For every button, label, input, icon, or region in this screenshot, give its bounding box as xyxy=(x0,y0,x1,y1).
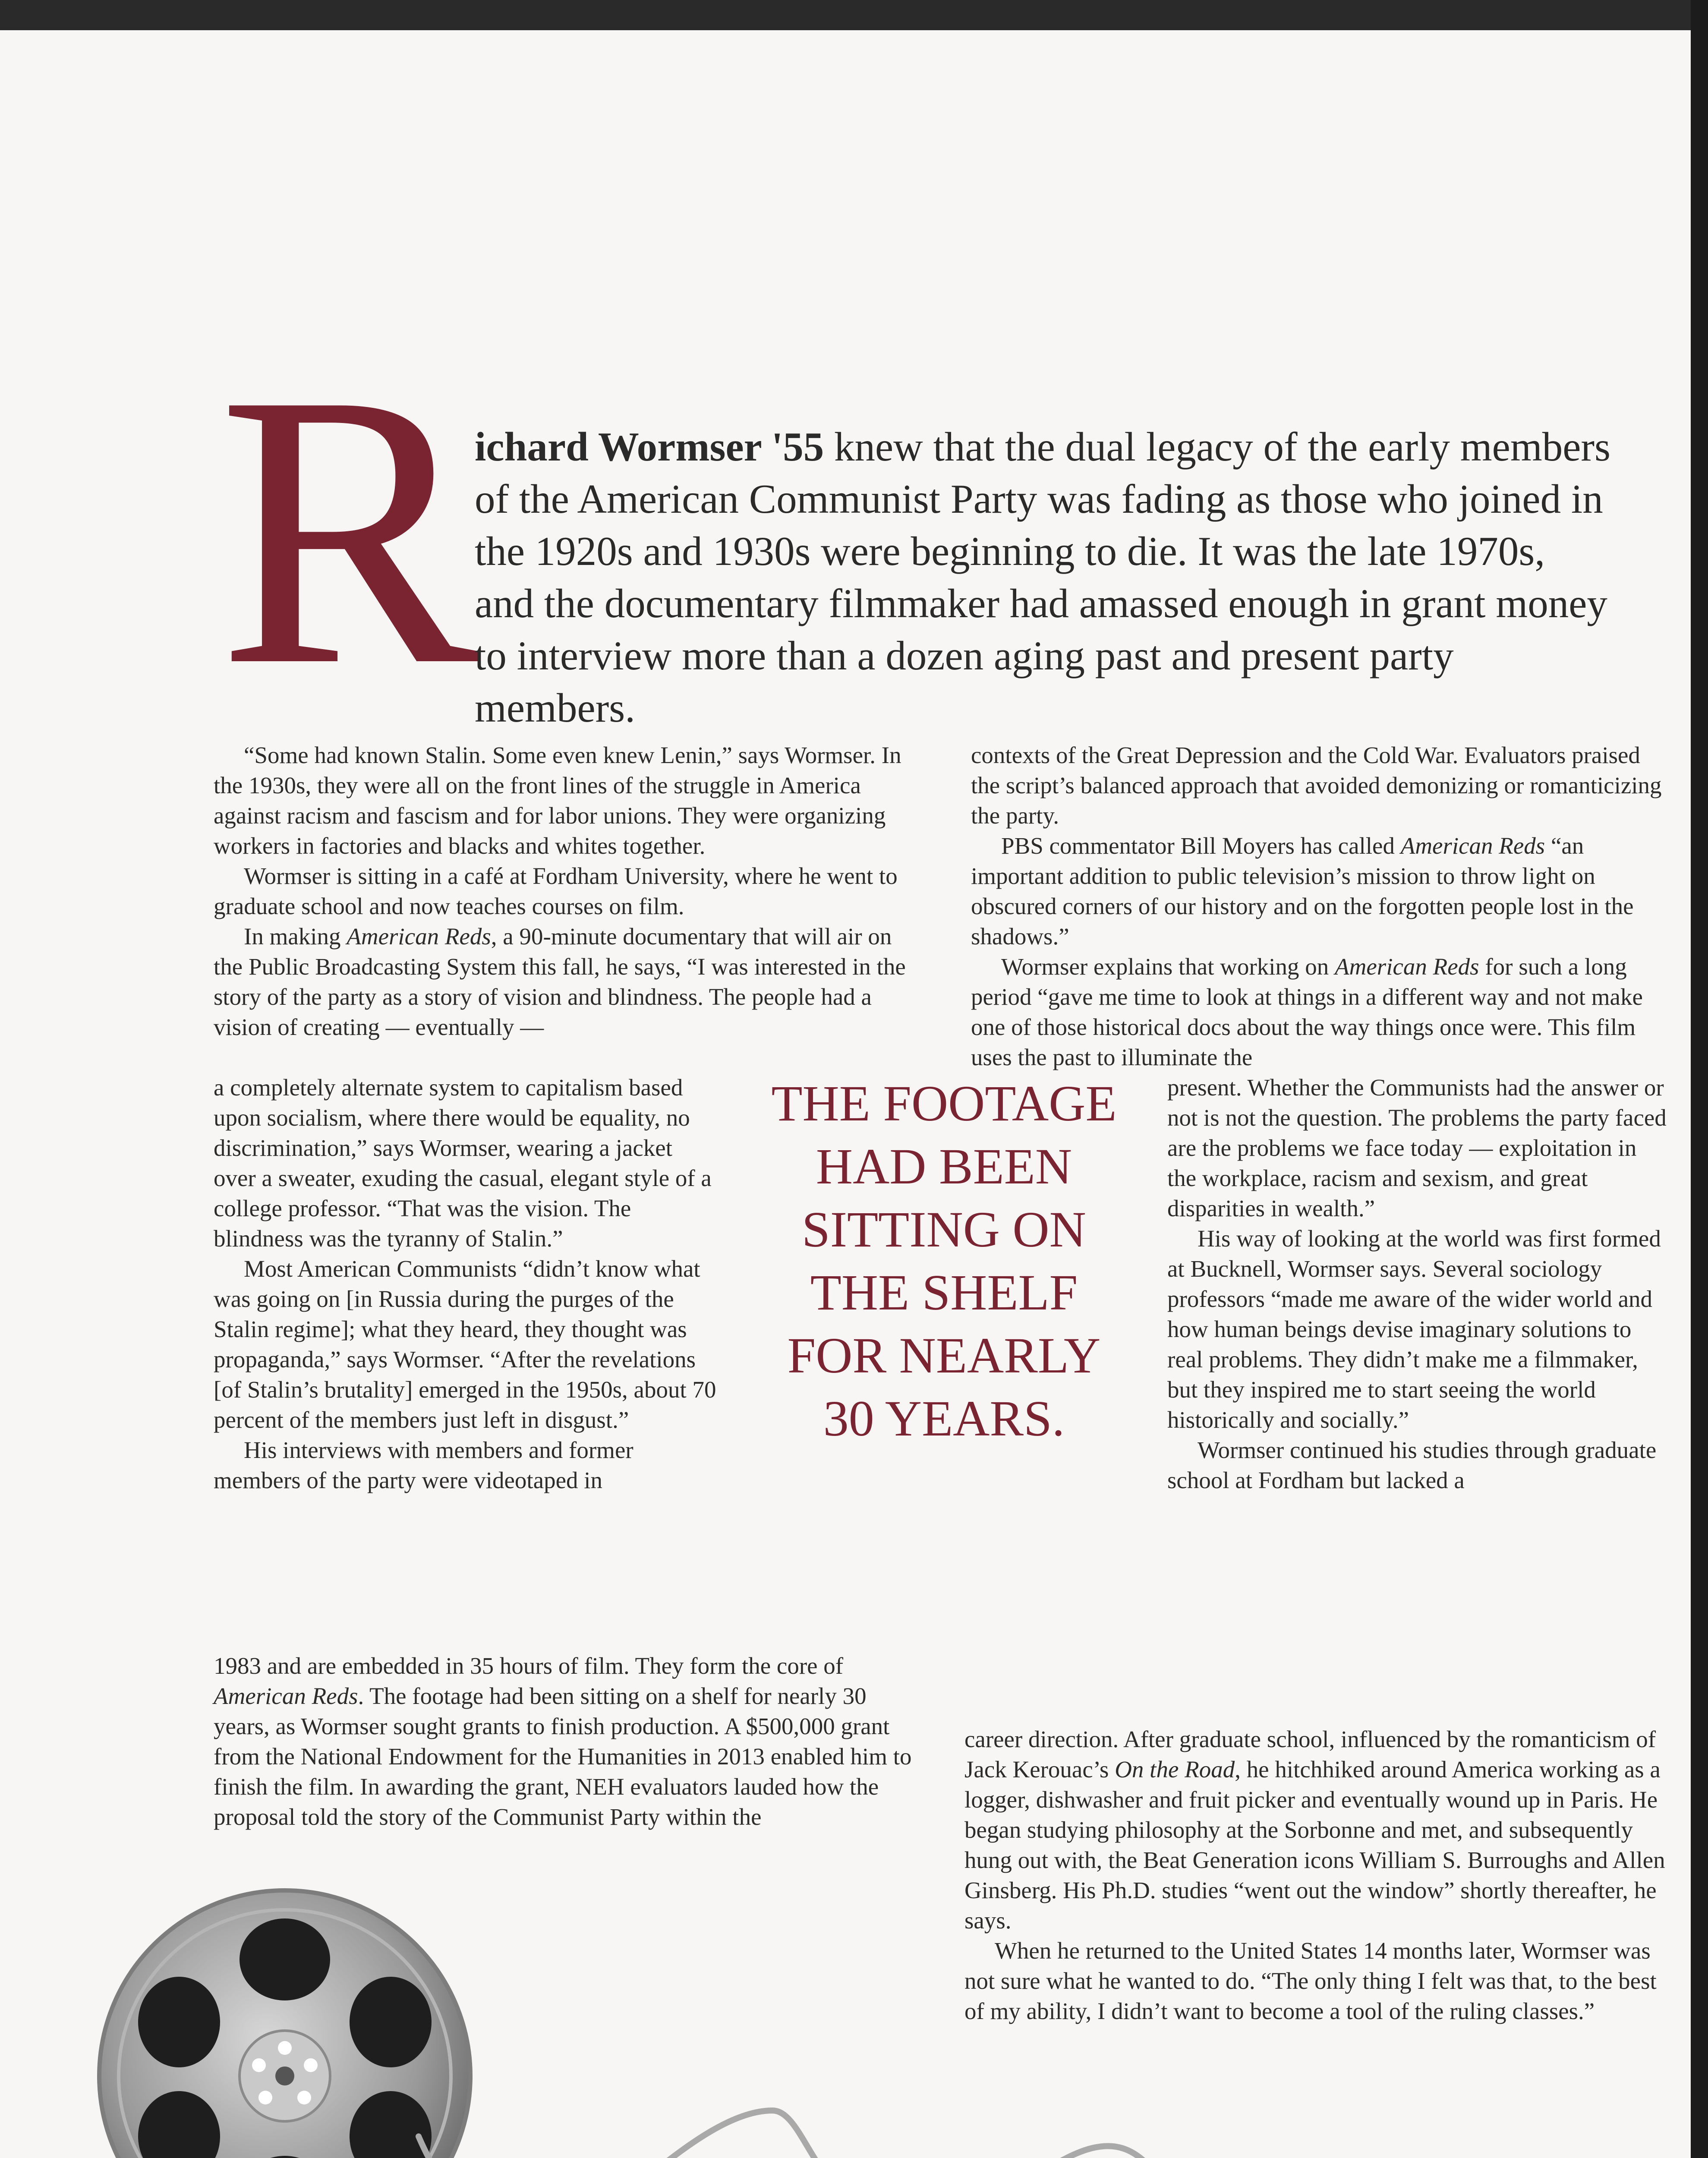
reel-spindle xyxy=(275,2067,294,2085)
film-title: American Reds xyxy=(1400,833,1545,859)
pull-quote-line: HAD BEEN xyxy=(816,1138,1072,1195)
body-paragraph: Wormser is sitting in a café at Fordham University, where he went to graduate school and now teaches courses on film. xyxy=(214,863,898,919)
body-paragraph: His interviews with members and former members of the party were videotaped in xyxy=(214,1437,633,1493)
reel-hole xyxy=(239,1918,330,2000)
text-run: . The footage had been sitting on a shelf for nearly 30 years, as Wormser sought grants to finish production. A $500,000 grant from the National Endowment for the Humanities in 2013 enabled him to finish the film. In awarding the grant, NEH evaluators lauded how the proposal told the story of the Communist Party within the xyxy=(214,1683,912,1830)
text-run: In making xyxy=(244,923,347,950)
film-strip xyxy=(419,2111,1247,2158)
film-title: American Reds xyxy=(347,923,491,950)
book-title: On the Road xyxy=(1115,1756,1235,1783)
hub-dot xyxy=(304,2058,318,2072)
text-run: PBS commentator Bill Moyers has called xyxy=(1001,833,1401,859)
left-column-middle xyxy=(214,1073,718,1495)
text-run: , a 90-minute documentary that will air on the Public Broadcasting System this fall, he says, “I was interested in the story of the party as a story of vision and blindness. The people had a vision of creating — eventually — xyxy=(214,923,906,1040)
hub-dot xyxy=(258,2091,272,2104)
text-run: , he hitchhiked around America working as a logger, dishwasher and fruit picker and eventually wound up in Paris. He began studying philosophy at the Sorbonne and met, and subsequently hung out with, the Beat Generation icons William S. Burroughs and Allen Ginsberg. His Ph.D. studies “went out the window” shortly thereafter, he says. xyxy=(964,1756,1665,1934)
lede-name: ichard Wormser '55 xyxy=(475,424,824,470)
right-column-top xyxy=(971,740,1670,1073)
drop-cap: R xyxy=(218,313,479,746)
body-paragraph: contexts of the Great Depression and the Cold War. Evaluators praised the script’s balanced approach that avoided demonizing or romanticizing the party. xyxy=(971,742,1662,829)
film-reel-illustration xyxy=(82,1886,1247,2158)
left-column-bottom xyxy=(214,1651,913,1832)
body-paragraph: Most American Communists “didn’t know what was going on [in Russia during the purges of the Stalin regime]; what they heard, they thought was propaganda,” says Wormser. “After the revelations [of Stalin’s brutality] emerged in the 1950s, about 70 percent of the members just left in disgust.” xyxy=(214,1256,716,1433)
film-title: American Reds xyxy=(1335,953,1479,980)
body-paragraph: a completely alternate system to capitalism based upon socialism, where there would be equality, no discrimination,” says Wormser, wearing a jacket over a sweater, exuding the casual, elegant style of a college professor. “That was the vision. The blindness was the tyranny of Stalin.” xyxy=(214,1074,712,1252)
pull-quote-line: 30 YEARS. xyxy=(823,1390,1065,1447)
pull-quote-line: THE SHELF xyxy=(810,1264,1078,1321)
text-run: Wormser explains that working on xyxy=(1001,953,1335,980)
right-column-middle xyxy=(1167,1073,1670,1495)
lede-text: knew that the dual legacy of the early members of the American Communist Party was fading as those who joined in the 1920s and 1930s were beginning to die. It was the late 1970s, and the documentary filmmaker had amassed enough in grant money to interview more than a dozen aging past and present party members. xyxy=(475,424,1610,731)
hub-dot xyxy=(278,2041,292,2055)
film-title: American Reds xyxy=(214,1683,358,1709)
body-paragraph: When he returned to the United States 14 months later, Wormser was not sure what he wanted to do. “The only thing I felt was that, to the best of my ability, I didn’t want to become a tool of the ruling classes.” xyxy=(964,1937,1657,2024)
body-paragraph xyxy=(971,831,1670,952)
text-run: 1983 and are embedded in 35 hours of film. They form the core of xyxy=(214,1653,844,1679)
scan-edge xyxy=(1691,0,1708,2158)
reel-hole xyxy=(350,1977,432,2067)
body-paragraph xyxy=(214,921,913,1042)
pull-quote xyxy=(734,1073,1154,1451)
left-column-top xyxy=(214,740,913,1042)
pull-quote-line: FOR NEARLY xyxy=(787,1327,1101,1384)
body-paragraph: “Some had known Stalin. Some even knew Lenin,” says Wormser. In the 1930s, they were all on the front lines of the struggle in America against racism and fascism and for labor unions. They were organizing workers in factories and blacks and whites together. xyxy=(214,742,901,859)
body-paragraph: present. Whether the Communists had the answer or not is not the question. The problems the party faced are the problems we face today — exploitation in the workplace, racism and sexism, and great disparities in wealth.” xyxy=(1167,1074,1667,1221)
pull-quote-line: THE FOOTAGE xyxy=(771,1075,1117,1132)
text-run: for such a long period “gave me time to look at things in a different way and not make one of those historical docs about the way things once were. This film uses the past to illuminate the xyxy=(971,953,1643,1070)
body-paragraph: Wormser continued his studies through graduate school at Fordham but lacked a xyxy=(1167,1437,1657,1493)
text-run: “an important addition to public television’s mission to throw light on obscured corners of our history and on the forgotten people lost in the shadows.” xyxy=(971,833,1634,950)
lede-paragraph xyxy=(475,421,1614,734)
reel-hole xyxy=(138,1977,220,2067)
body-paragraph xyxy=(214,1651,913,1832)
hub-dot xyxy=(252,2058,266,2072)
text-run: career direction. After graduate school, influenced by the romanticism of Jack Kerouac’s xyxy=(964,1726,1656,1783)
body-paragraph xyxy=(971,952,1670,1073)
pull-quote-line: SITTING ON xyxy=(802,1201,1086,1258)
body-paragraph: His way of looking at the world was first formed at Bucknell, Wormser says. Several sociology professors “made me aware of the wider world and how human beings devise imaginary solutions to real problems. They didn’t make me a filmmaker, but they inspired me to start seeing the world historically and socially.” xyxy=(1167,1225,1661,1433)
hub-dot xyxy=(297,2091,311,2104)
magazine-page xyxy=(0,30,1691,2158)
